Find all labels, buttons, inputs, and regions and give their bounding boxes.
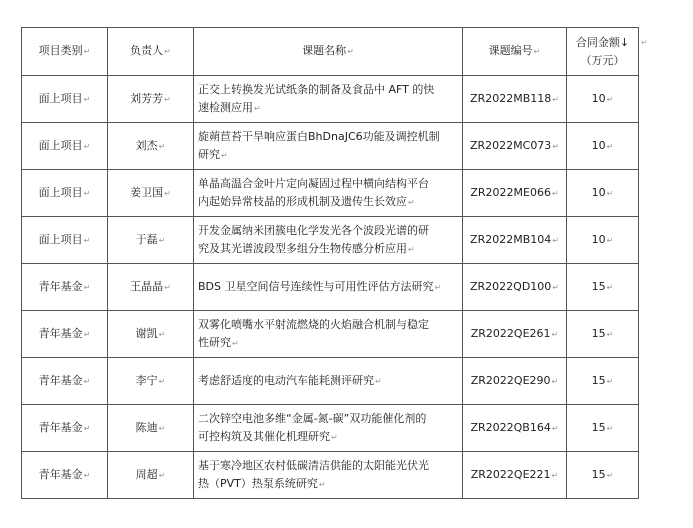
title-text: 究及其光谱波段型多组分生物传感分析应用 [198,241,407,255]
paragraph-mark-icon: ↵ [158,329,166,339]
table-row [22,358,639,405]
person-text: 刘杰 [135,138,158,152]
paragraph-mark-icon: ↵ [83,188,91,198]
cell-category [22,264,108,311]
title-line1 [198,316,458,334]
table-row [22,217,639,264]
cell-amount [567,217,639,264]
title-text: 性研究 [198,335,231,349]
cell-code [463,311,567,358]
header-amount-line2: （万元） [580,53,625,67]
cell-category [22,452,108,499]
code-text: ZR2022MC073 [469,138,552,152]
table-row [22,311,639,358]
header-amount [567,28,639,76]
cell-amount [567,452,639,499]
paragraph-mark-icon: ↵ [551,423,559,433]
title-text: 基于寒冷地区农村低碳清洁供能的太阳能光伏光 [198,458,429,472]
cell-title [194,217,463,264]
title-line1 [198,410,458,428]
title-line2 [198,146,458,165]
title-line1 [198,372,458,391]
paragraph-mark-icon: ↵ [232,338,239,348]
cell-amount [567,264,639,311]
paragraph-mark-icon: ↵ [551,188,559,198]
cell-title [194,405,463,452]
code-text: ZR2022QB164 [470,420,551,434]
code-text: ZR2022QD100 [470,279,552,293]
title-line1 [198,457,458,475]
person-text: 王晶晶 [130,279,164,293]
paragraph-mark-icon: ↵ [551,329,559,339]
table-body [22,28,639,499]
header-row [22,28,639,76]
paragraph-mark-icon: ↵ [606,141,614,151]
cell-person [108,123,194,170]
title-line2 [198,334,458,353]
cell-code [463,76,567,123]
paragraph-mark-icon: ↵ [408,197,415,207]
code-text: ZR2022MB118 [470,91,552,105]
paragraph-mark-icon: ↵ [83,235,91,245]
cell-category [22,311,108,358]
title-text: 单晶高温合金叶片定向凝固过程中横向结构平台 [198,176,429,190]
paragraph-mark-icon: ↵ [83,329,91,339]
cell-code [463,452,567,499]
paragraph-mark-icon: ↵ [318,479,326,489]
paragraph-mark-icon: ↵ [164,282,171,292]
project-table [21,27,639,499]
title-line1 [198,222,458,240]
paragraph-mark-icon: ↵ [331,432,338,442]
title-text: 考虑舒适度的电动汽车能耗测评研究 [198,373,374,387]
row-end-mark-icon: ↵ [641,38,648,47]
paragraph-mark-icon: ↵ [606,188,614,198]
paragraph-mark-icon: ↵ [158,235,166,245]
cell-category [22,358,108,405]
cell-title [194,452,463,499]
person-text: 周超 [135,467,158,481]
category-text: 青年基金 [38,279,83,293]
title-text: BDS 卫星空间信号连续性与可用性评估方法研究 [198,279,434,293]
title-text: 可控构筑及其催化机理研究 [198,429,330,443]
person-text: 姜卫国 [130,185,164,199]
paragraph-mark-icon: ↵ [606,376,614,386]
amount-text: 10 [591,91,606,105]
cell-amount [567,311,639,358]
category-text: 面上项目 [38,138,83,152]
cell-person [108,217,194,264]
paragraph-mark-icon: ↵ [606,423,614,433]
cell-code [463,358,567,405]
cell-amount [567,170,639,217]
amount-text: 15 [591,420,606,434]
title-line2 [198,99,458,118]
category-text: 青年基金 [38,326,83,340]
cell-person [108,264,194,311]
table-row [22,405,639,452]
header-title: 课题名称↵ [194,28,463,76]
paragraph-mark-icon: ↵ [347,47,354,56]
code-text: ZR2022MB104 [470,232,552,246]
cell-person [108,358,194,405]
category-text: 青年基金 [38,467,83,481]
code-text: ZR2022QE221 [470,467,551,481]
cell-amount [567,405,639,452]
cell-code [463,405,567,452]
title-text: 二次锌空电池多维“金属-氮-碳”双功能催化剂的 [198,411,427,425]
title-line2 [198,193,458,212]
cell-code [463,217,567,264]
cell-title [194,311,463,358]
table-row [22,123,639,170]
paragraph-mark-icon: ↵ [164,94,171,104]
table-row [22,170,639,217]
paragraph-mark-icon: ↵ [83,423,91,433]
amount-text: 15 [591,467,606,481]
cell-person [108,170,194,217]
title-text: 内起始异常枝晶的形成机制及遗传生长效应 [198,194,407,208]
person-text: 于磊 [135,232,158,246]
amount-text: 15 [591,373,606,387]
paragraph-mark-icon: ↵ [221,150,228,160]
amount-text: 10 [591,232,606,246]
paragraph-mark-icon: ↵ [552,235,559,245]
table-row [22,264,639,311]
amount-text: 10 [591,138,606,152]
category-text: 面上项目 [38,232,83,246]
title-text: 开发金属纳米团簇电化学发光各个波段光谱的研 [198,223,429,237]
cell-category [22,405,108,452]
cell-person [108,311,194,358]
cell-category [22,76,108,123]
cell-category [22,170,108,217]
paragraph-mark-icon: ↵ [408,244,415,254]
amount-text: 10 [591,185,606,199]
paragraph-mark-icon: ↵ [254,103,261,113]
cell-category [22,123,108,170]
amount-text: 15 [591,326,606,340]
paragraph-mark-icon: ↵ [551,376,559,386]
title-text: 研究 [198,147,220,161]
title-text: 正交上转换发光试纸条的制备及食品中 AFT 的快 [198,82,435,96]
paragraph-mark-icon: ↵ [606,470,614,480]
paragraph-mark-icon: ↵ [552,141,560,151]
paragraph-mark-icon: ↵ [158,376,166,386]
cell-person [108,452,194,499]
paragraph-mark-icon: ↵ [375,376,382,386]
paragraph-mark-icon: ↵ [83,141,91,151]
cell-category [22,217,108,264]
code-text: ZR2022ME066 [470,185,551,199]
cell-title [194,123,463,170]
paragraph-mark-icon: ↵ [83,470,91,480]
paragraph-mark-icon: ↵ [158,470,166,480]
header-amount-line1: 合同金额↓ [575,35,630,49]
title-text: 双雾化喷嘴水平射流燃烧的火焰融合机制与稳定 [198,317,429,331]
paragraph-mark-icon: ↵ [552,94,559,104]
paragraph-mark-icon: ↵ [164,47,171,56]
person-text: 陈迪 [135,420,158,434]
paragraph-mark-icon: ↵ [606,329,614,339]
paragraph-mark-icon: ↵ [83,376,91,386]
paragraph-mark-icon: ↵ [83,282,91,292]
title-line1 [198,278,458,297]
paragraph-mark-icon: ↵ [434,282,442,292]
cell-amount [567,123,639,170]
cell-code [463,123,567,170]
category-text: 青年基金 [38,373,83,387]
title-line2 [198,428,458,447]
code-text: ZR2022QE261 [470,326,551,340]
cell-amount [567,76,639,123]
cell-title [194,264,463,311]
title-line1 [198,81,458,99]
person-text: 刘芳芳 [130,91,164,105]
paragraph-mark-icon: ↵ [551,470,559,480]
header-person: 负责人↵ [108,28,194,76]
title-line1 [198,175,458,193]
title-line2 [198,240,458,259]
cell-title [194,170,463,217]
code-text: ZR2022QE290 [470,373,551,387]
category-text: 面上项目 [38,91,83,105]
title-text: 热（PVT）热泵系统研究 [198,476,318,490]
title-text: 旋蒴苣苔干旱响应蛋白BhDnaJC6功能及调控机制 [198,129,440,143]
category-text: 青年基金 [38,420,83,434]
paragraph-mark-icon: ↵ [552,282,559,292]
cell-person [108,76,194,123]
amount-text: 15 [591,279,606,293]
table-row [22,76,639,123]
cell-amount [567,358,639,405]
table-row [22,452,639,499]
cell-code [463,264,567,311]
cell-title [194,358,463,405]
paragraph-mark-icon: ↵ [158,141,166,151]
paragraph-mark-icon: ↵ [83,94,91,104]
title-line2 [198,475,458,494]
paragraph-mark-icon: ↵ [533,47,541,56]
paragraph-mark-icon: ↵ [83,47,91,56]
title-text: 速检测应用 [198,100,253,114]
header-category: 项目类别↵ [22,28,108,76]
person-text: 谢凯 [135,326,158,340]
paragraph-mark-icon: ↵ [606,282,614,292]
header-code: 课题编号↵ [463,28,567,76]
paragraph-mark-icon: ↵ [606,94,614,104]
paragraph-mark-icon: ↵ [164,188,171,198]
cell-code [463,170,567,217]
category-text: 面上项目 [38,185,83,199]
cell-title [194,76,463,123]
cell-person [108,405,194,452]
paragraph-mark-icon: ↵ [158,423,166,433]
paragraph-mark-icon: ↵ [606,235,614,245]
title-line1 [198,128,458,146]
person-text: 李宁 [135,373,158,387]
